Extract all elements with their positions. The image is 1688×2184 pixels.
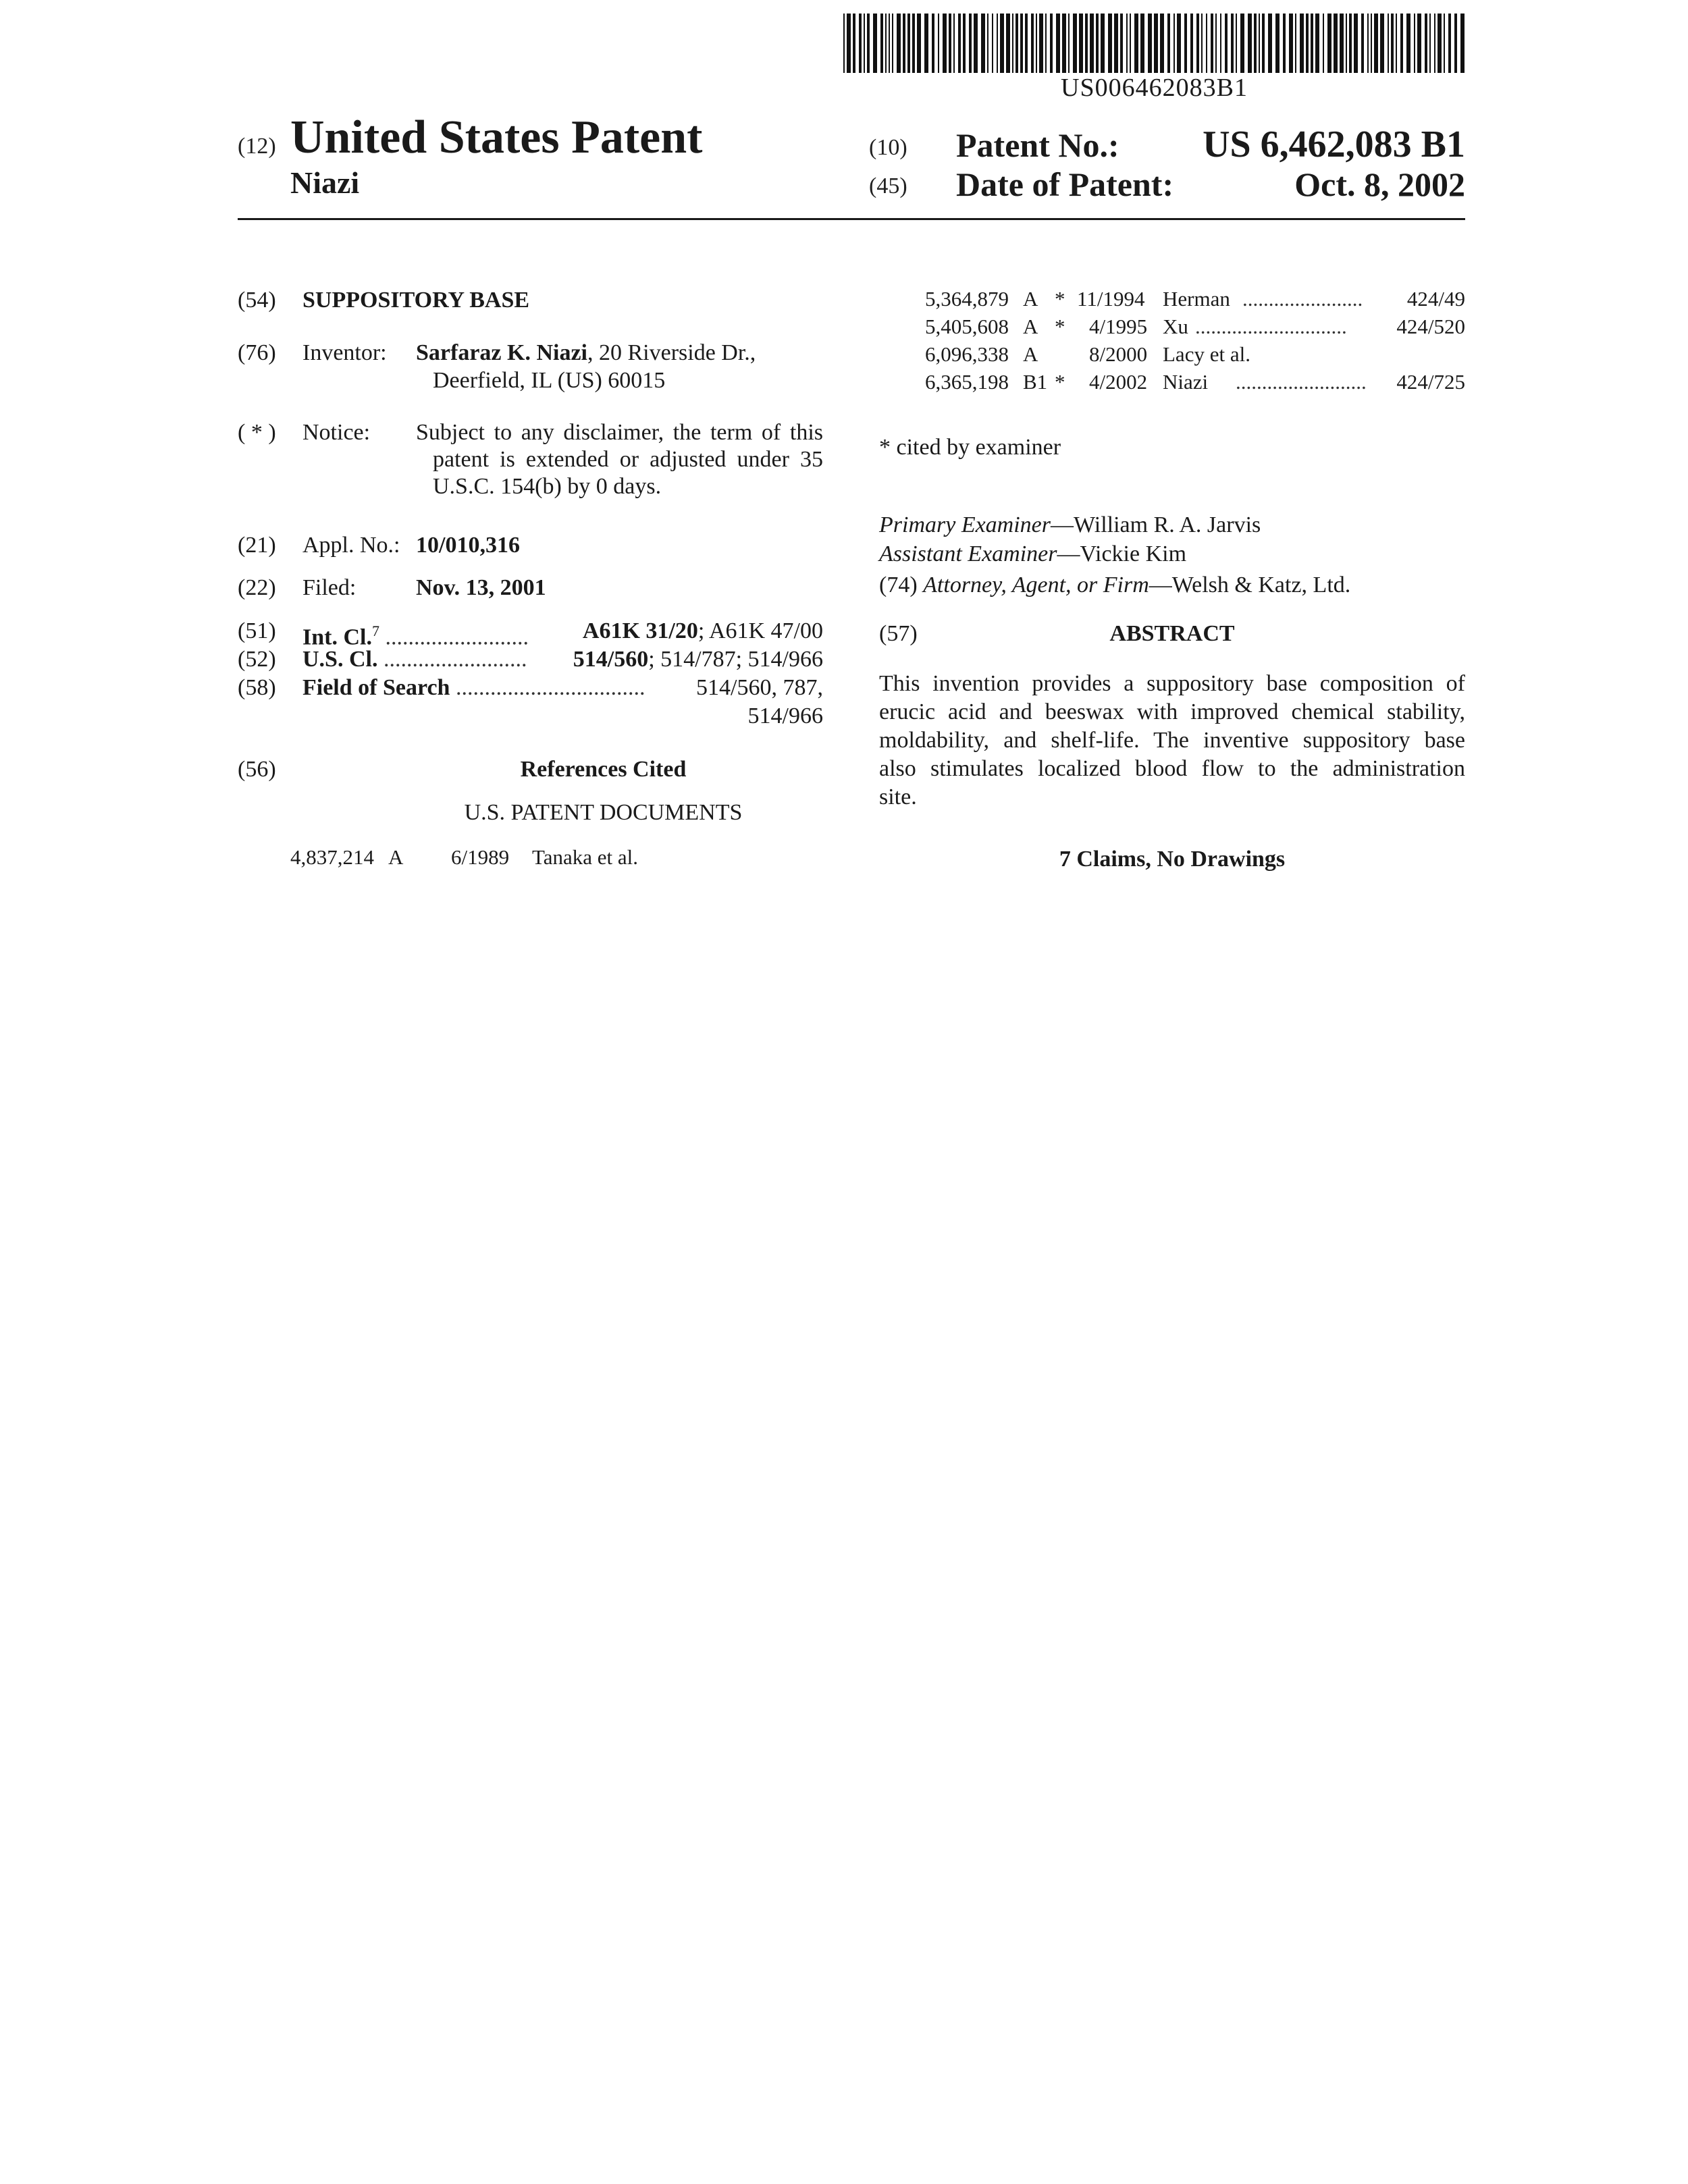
ref-class: 424/49 (1406, 287, 1465, 311)
code-57: (57) (879, 621, 918, 646)
us-patent-documents-heading: U.S. PATENT DOCUMENTS (464, 800, 743, 825)
reference-row (290, 845, 823, 872)
inventor-address1: , 20 Riverside Dr., (587, 340, 756, 365)
ref-name: Niazi (1163, 370, 1209, 394)
reference-row (925, 315, 1465, 342)
us-cl-label: U.S. Cl. (302, 647, 378, 672)
patent-date: Oct. 8, 2002 (1294, 165, 1465, 203)
code-12: (12) (238, 134, 276, 159)
code-22: (22) (238, 575, 276, 600)
ref-star: * (1055, 287, 1065, 311)
inventor-name: Sarfaraz K. Niazi (416, 340, 587, 365)
notice-line2: patent is extended or adjusted under 35 (433, 447, 823, 472)
ref-name: Tanaka et al. (532, 845, 639, 869)
ref-star: * (1055, 370, 1065, 394)
us-cl-primary: 514/560 (573, 647, 649, 672)
abstract-line: also stimulates localized blood flow to the administration (879, 756, 1465, 781)
ref-star: * (1055, 315, 1065, 338)
field-of-search-value1: 514/560, 787, (696, 675, 823, 700)
assistant-examiner-name: —Vickie Kim (1057, 541, 1187, 566)
primary-examiner (879, 511, 1261, 539)
int-cl-primary: A61K 31/20 (582, 618, 698, 643)
field-of-search-leader: ................................. (455, 675, 645, 700)
ref-kind: B1 (1023, 370, 1048, 394)
inventor-line1 (416, 339, 756, 367)
field-of-search-row (302, 674, 823, 702)
ref-date: 6/1989 (451, 845, 510, 869)
barcode-number: US006462083B1 (1061, 74, 1248, 102)
int-cl-secondary: ; A61K 47/00 (697, 618, 823, 643)
code-21: (21) (238, 533, 276, 558)
ref-leader: ............................. (1195, 315, 1347, 338)
notice-line3: U.S.C. 154(b) by 0 days. (433, 474, 662, 499)
inventor-label: Inventor: (302, 340, 387, 365)
document-title: United States Patent (290, 111, 703, 163)
notice-line1: Subject to any disclaimer, the term of this (416, 420, 823, 445)
invention-title: SUPPOSITORY BASE (302, 288, 530, 313)
ref-class: 424/520 (1396, 315, 1465, 338)
patent-no-label: Patent No.: (956, 126, 1119, 164)
filed-label: Filed: (302, 575, 357, 600)
abstract-line: moldability, and shelf-life. The inventive suppository base (879, 728, 1465, 753)
assistant-examiner-label: Assistant Examiner (879, 541, 1057, 566)
us-cl-leader: ......................... (383, 647, 527, 672)
barcode-image (843, 14, 1465, 73)
ref-leader: ....................... (1242, 287, 1363, 311)
field-of-search-value2: 514/966 (747, 703, 823, 728)
abstract-line: This invention provides a suppository base composition of (879, 671, 1465, 696)
cited-by-examiner-note: * cited by examiner (879, 435, 1061, 460)
code-45: (45) (869, 174, 907, 198)
ref-number: 6,096,338 (925, 342, 1009, 366)
inventor-address2: Deerfield, IL (US) 60015 (433, 368, 666, 393)
code-74: (74) (879, 572, 918, 597)
ref-name: Lacy et al. (1163, 342, 1250, 366)
primary-examiner-label: Primary Examiner (879, 512, 1051, 537)
appl-no-value: 10/010,316 (416, 533, 520, 558)
abstract-heading: ABSTRACT (1109, 621, 1235, 646)
us-cl-secondary: ; 514/787; 514/966 (648, 647, 823, 672)
ref-name: Herman (1163, 287, 1230, 311)
reference-row (925, 370, 1465, 397)
abstract-line: site. (879, 784, 917, 809)
attorney-name: —Welsh & Katz, Ltd. (1149, 572, 1351, 597)
ref-kind: A (388, 845, 404, 869)
ref-kind: A (1023, 315, 1038, 338)
filed-value: Nov. 13, 2001 (416, 575, 546, 600)
inventor-surname: Niazi (290, 165, 360, 200)
header-divider (238, 218, 1465, 220)
date-label: Date of Patent: (956, 165, 1174, 203)
int-cl-edition: 7 (371, 622, 379, 639)
reference-row (925, 342, 1465, 369)
assistant-examiner (879, 540, 1186, 568)
code-10: (10) (869, 135, 907, 160)
ref-number: 5,405,608 (925, 315, 1009, 338)
ref-date: 4/1995 (1089, 315, 1148, 338)
us-cl-row (302, 645, 823, 674)
notice-label: Notice: (302, 420, 371, 445)
primary-examiner-name: —William R. A. Jarvis (1051, 512, 1261, 537)
ref-kind: A (1023, 342, 1038, 366)
code-58: (58) (238, 675, 276, 700)
field-of-search-label: Field of Search (302, 675, 450, 700)
ref-name: Xu (1163, 315, 1188, 338)
int-cl-label: Int. Cl. (302, 624, 372, 650)
references-cited-heading: References Cited (520, 757, 687, 782)
attorney-label: Attorney, Agent, or Firm (923, 572, 1149, 597)
ref-class: 424/725 (1396, 370, 1465, 394)
code-52: (52) (238, 647, 276, 672)
code-76: (76) (238, 340, 276, 365)
ref-leader: ......................... (1236, 370, 1367, 394)
int-cl-leader: ......................... (385, 624, 529, 650)
ref-number: 5,364,879 (925, 287, 1009, 311)
patent-number: US 6,462,083 B1 (1203, 124, 1465, 165)
ref-date: 11/1994 (1077, 287, 1145, 311)
code-notice: ( * ) (238, 420, 276, 445)
code-51: (51) (238, 618, 276, 643)
ref-number: 4,837,214 (290, 845, 374, 869)
abstract-line: erucic acid and beeswax with improved chemical stability, (879, 699, 1465, 724)
code-56: (56) (238, 757, 276, 782)
ref-kind: A (1023, 287, 1038, 311)
reference-row (925, 287, 1465, 314)
code-54: (54) (238, 288, 276, 313)
ref-number: 6,365,198 (925, 370, 1009, 394)
claims-summary: 7 Claims, No Drawings (1059, 847, 1286, 872)
appl-no-label: Appl. No.: (302, 533, 400, 558)
attorney-line (879, 571, 1350, 600)
ref-date: 4/2002 (1089, 370, 1148, 394)
ref-date: 8/2000 (1089, 342, 1148, 366)
